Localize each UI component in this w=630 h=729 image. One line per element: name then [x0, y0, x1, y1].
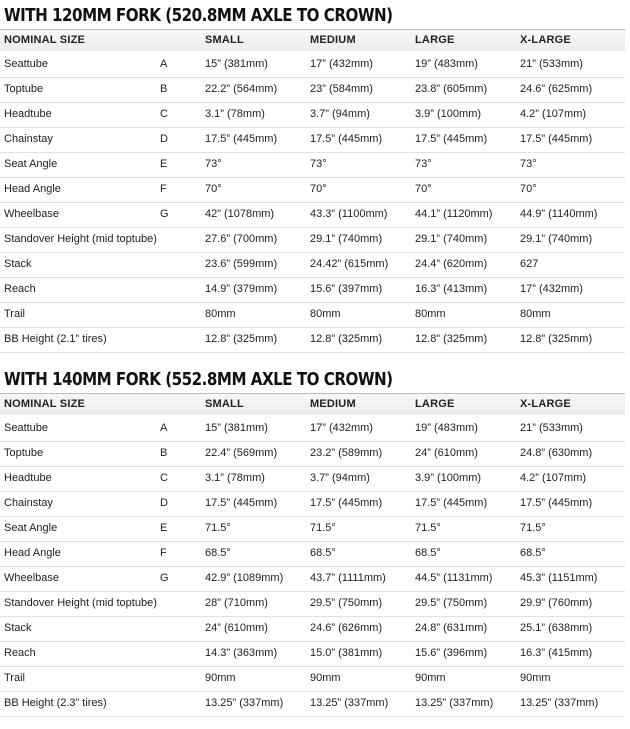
- value-x-large: 627: [520, 258, 539, 270]
- value-large: 71.5°: [415, 522, 441, 534]
- value-large: 15.6” (396mm): [415, 647, 488, 659]
- table-row: [0, 616, 625, 642]
- row-name: Standover Height (mid toptube): [4, 597, 157, 609]
- table-row: [0, 666, 625, 692]
- value-small: 14.3” (363mm): [205, 647, 278, 659]
- value-large: 73°: [415, 158, 432, 170]
- row-letter: F: [160, 183, 167, 195]
- value-small: 3.1” (78mm): [205, 108, 265, 120]
- row-name: Toptube: [4, 447, 44, 459]
- row-name: Seat Angle: [4, 158, 58, 170]
- row-name: BB Height (2.3” tires): [4, 697, 107, 709]
- value-large: 16.3” (413mm): [415, 283, 488, 295]
- value-large: 44.5” (1131mm): [415, 572, 493, 584]
- value-large: 19” (483mm): [415, 58, 478, 70]
- value-large: 90mm: [415, 672, 446, 684]
- table-row: [0, 77, 625, 103]
- header-small: SMALL: [205, 34, 244, 46]
- value-x-large: 45.3” (1151mm): [520, 572, 598, 584]
- table-row: [0, 152, 625, 178]
- value-small: 27.6” (700mm): [205, 233, 278, 245]
- value-medium: 17.5” (445mm): [310, 133, 383, 145]
- row-name: Seat Angle: [4, 522, 58, 534]
- value-medium: 71.5°: [310, 522, 336, 534]
- value-medium: 24.42” (615mm): [310, 258, 389, 270]
- row-name: Head Angle: [4, 547, 61, 559]
- value-large: 3.9” (100mm): [415, 472, 482, 484]
- value-x-large: 21” (533mm): [520, 58, 583, 70]
- value-large: 12.8” (325mm): [415, 333, 488, 345]
- row-name: Reach: [4, 283, 36, 295]
- table-row: [0, 441, 625, 467]
- table-row: [0, 566, 625, 592]
- value-x-large: 44.9” (1140mm): [520, 208, 598, 220]
- value-small: 80mm: [205, 308, 236, 320]
- value-x-large: 16.3” (415mm): [520, 647, 593, 659]
- value-medium: 80mm: [310, 308, 341, 320]
- value-medium: 29.1” (740mm): [310, 233, 383, 245]
- header-small: SMALL: [205, 398, 244, 410]
- value-x-large: 17” (432mm): [520, 283, 583, 295]
- row-name: Headtube: [4, 472, 52, 484]
- value-small: 90mm: [205, 672, 236, 684]
- table-row: [0, 591, 625, 617]
- row-name: Headtube: [4, 108, 52, 120]
- value-small: 68.5°: [205, 547, 231, 559]
- table-row: [0, 541, 625, 567]
- row-letter: C: [160, 108, 168, 120]
- row-name: Toptube: [4, 83, 44, 95]
- value-small: 22.4” (569mm): [205, 447, 278, 459]
- value-small: 12.8” (325mm): [205, 333, 278, 345]
- value-medium: 3.7” (94mm): [310, 108, 370, 120]
- value-x-large: 21” (533mm): [520, 422, 583, 434]
- value-large: 70°: [415, 183, 432, 195]
- value-large: 17.5” (445mm): [415, 497, 488, 509]
- row-name: Stack: [4, 258, 32, 270]
- table-row: [0, 516, 625, 542]
- value-medium: 24.6” (626mm): [310, 622, 383, 634]
- value-x-large: 24.8” (630mm): [520, 447, 593, 459]
- row-letter: G: [160, 208, 169, 220]
- header-nominal-size: NOMINAL SIZE: [4, 398, 86, 410]
- value-medium: 17.5” (445mm): [310, 497, 383, 509]
- header-x-large: X-LARGE: [520, 398, 571, 410]
- value-x-large: 4.2” (107mm): [520, 472, 587, 484]
- table-row: [0, 227, 625, 253]
- table-row: [0, 491, 625, 517]
- value-large: 44.1” (1120mm): [415, 208, 493, 220]
- row-name: Standover Height (mid toptube): [4, 233, 157, 245]
- value-small: 13.25” (337mm): [205, 697, 284, 709]
- value-medium: 12.8” (325mm): [310, 333, 383, 345]
- table-row: [0, 466, 625, 492]
- value-x-large: 17.5” (445mm): [520, 133, 593, 145]
- section-title: WITH 120MM FORK (520.8MM AXLE TO CROWN): [4, 5, 393, 26]
- value-small: 17.5” (445mm): [205, 133, 278, 145]
- value-medium: 13.25” (337mm): [310, 697, 389, 709]
- value-small: 70°: [205, 183, 222, 195]
- row-letter: C: [160, 472, 168, 484]
- row-name: Chainstay: [4, 497, 53, 509]
- row-letter: A: [160, 58, 168, 70]
- row-letter: B: [160, 447, 168, 459]
- table-row: [0, 52, 625, 78]
- value-medium: 3.7” (94mm): [310, 472, 370, 484]
- value-small: 14.9” (379mm): [205, 283, 278, 295]
- header-medium: MEDIUM: [310, 398, 356, 410]
- row-letter: B: [160, 83, 168, 95]
- row-name: Wheelbase: [4, 572, 60, 584]
- table-row: [0, 691, 625, 717]
- value-large: 68.5°: [415, 547, 441, 559]
- row-name: Seattube: [4, 422, 49, 434]
- header-large: LARGE: [415, 398, 455, 410]
- value-medium: 15.6” (397mm): [310, 283, 383, 295]
- header-x-large: X-LARGE: [520, 34, 571, 46]
- value-small: 24” (610mm): [205, 622, 268, 634]
- row-name: Chainstay: [4, 133, 53, 145]
- value-large: 80mm: [415, 308, 446, 320]
- value-large: 24” (610mm): [415, 447, 478, 459]
- row-name: Trail: [4, 672, 25, 684]
- row-letter: D: [160, 497, 168, 509]
- value-x-large: 90mm: [520, 672, 551, 684]
- value-large: 13.25” (337mm): [415, 697, 494, 709]
- value-small: 22.2” (564mm): [205, 83, 278, 95]
- value-small: 71.5°: [205, 522, 231, 534]
- value-x-large: 4.2” (107mm): [520, 108, 587, 120]
- header-large: LARGE: [415, 34, 455, 46]
- value-x-large: 17.5” (445mm): [520, 497, 593, 509]
- table-header: [0, 29, 625, 51]
- value-small: 17.5” (445mm): [205, 497, 278, 509]
- row-name: Wheelbase: [4, 208, 60, 220]
- value-small: 42” (1078mm): [205, 208, 275, 220]
- value-x-large: 71.5°: [520, 522, 546, 534]
- row-letter: G: [160, 572, 169, 584]
- value-large: 17.5” (445mm): [415, 133, 488, 145]
- header-nominal-size: NOMINAL SIZE: [4, 34, 86, 46]
- value-x-large: 24.6” (625mm): [520, 83, 593, 95]
- value-large: 3.9” (100mm): [415, 108, 482, 120]
- value-large: 29.1” (740mm): [415, 233, 488, 245]
- row-name: Trail: [4, 308, 25, 320]
- value-small: 28” (710mm): [205, 597, 268, 609]
- row-letter: D: [160, 133, 168, 145]
- table-row: [0, 416, 625, 442]
- value-small: 15” (381mm): [205, 58, 268, 70]
- value-small: 23.6” (599mm): [205, 258, 278, 270]
- table-row: [0, 277, 625, 303]
- row-name: BB Height (2.1” tires): [4, 333, 107, 345]
- value-medium: 15.0” (381mm): [310, 647, 383, 659]
- value-medium: 90mm: [310, 672, 341, 684]
- value-small: 3.1” (78mm): [205, 472, 265, 484]
- table-row: [0, 127, 625, 153]
- value-medium: 70°: [310, 183, 327, 195]
- value-small: 73°: [205, 158, 222, 170]
- row-name: Reach: [4, 647, 36, 659]
- value-x-large: 29.9” (760mm): [520, 597, 593, 609]
- row-letter: F: [160, 547, 167, 559]
- value-x-large: 70°: [520, 183, 537, 195]
- row-letter: E: [160, 522, 168, 534]
- value-medium: 29.5” (750mm): [310, 597, 383, 609]
- value-medium: 68.5°: [310, 547, 336, 559]
- row-name: Head Angle: [4, 183, 61, 195]
- row-letter: A: [160, 422, 168, 434]
- value-x-large: 13.25” (337mm): [520, 697, 599, 709]
- value-medium: 43.7” (1111mm): [310, 572, 386, 584]
- value-medium: 73°: [310, 158, 327, 170]
- value-medium: 43.3” (1100mm): [310, 208, 388, 220]
- value-x-large: 29.1” (740mm): [520, 233, 593, 245]
- value-x-large: 25.1” (638mm): [520, 622, 593, 634]
- value-x-large: 68.5°: [520, 547, 546, 559]
- value-medium: 23.2” (589mm): [310, 447, 383, 459]
- value-large: 29.5” (750mm): [415, 597, 488, 609]
- value-medium: 17” (432mm): [310, 58, 373, 70]
- section-title: WITH 140MM FORK (552.8MM AXLE TO CROWN): [4, 369, 393, 390]
- value-large: 23.8” (605mm): [415, 83, 488, 95]
- value-medium: 23” (584mm): [310, 83, 373, 95]
- table-row: [0, 327, 625, 353]
- row-name: Stack: [4, 622, 32, 634]
- value-x-large: 80mm: [520, 308, 551, 320]
- value-large: 24.4” (620mm): [415, 258, 488, 270]
- table-row: [0, 302, 625, 328]
- table-row: [0, 641, 625, 667]
- table-row: [0, 102, 625, 128]
- table-row: [0, 177, 625, 203]
- table-header: [0, 393, 625, 415]
- value-large: 24.8” (631mm): [415, 622, 488, 634]
- value-x-large: 12.8” (325mm): [520, 333, 593, 345]
- table-row: [0, 202, 625, 228]
- table-row: [0, 252, 625, 278]
- value-medium: 17” (432mm): [310, 422, 373, 434]
- value-large: 19” (483mm): [415, 422, 478, 434]
- row-name: Seattube: [4, 58, 49, 70]
- value-x-large: 73°: [520, 158, 537, 170]
- header-medium: MEDIUM: [310, 34, 356, 46]
- value-small: 15” (381mm): [205, 422, 268, 434]
- value-small: 42.9” (1089mm): [205, 572, 284, 584]
- row-letter: E: [160, 158, 168, 170]
